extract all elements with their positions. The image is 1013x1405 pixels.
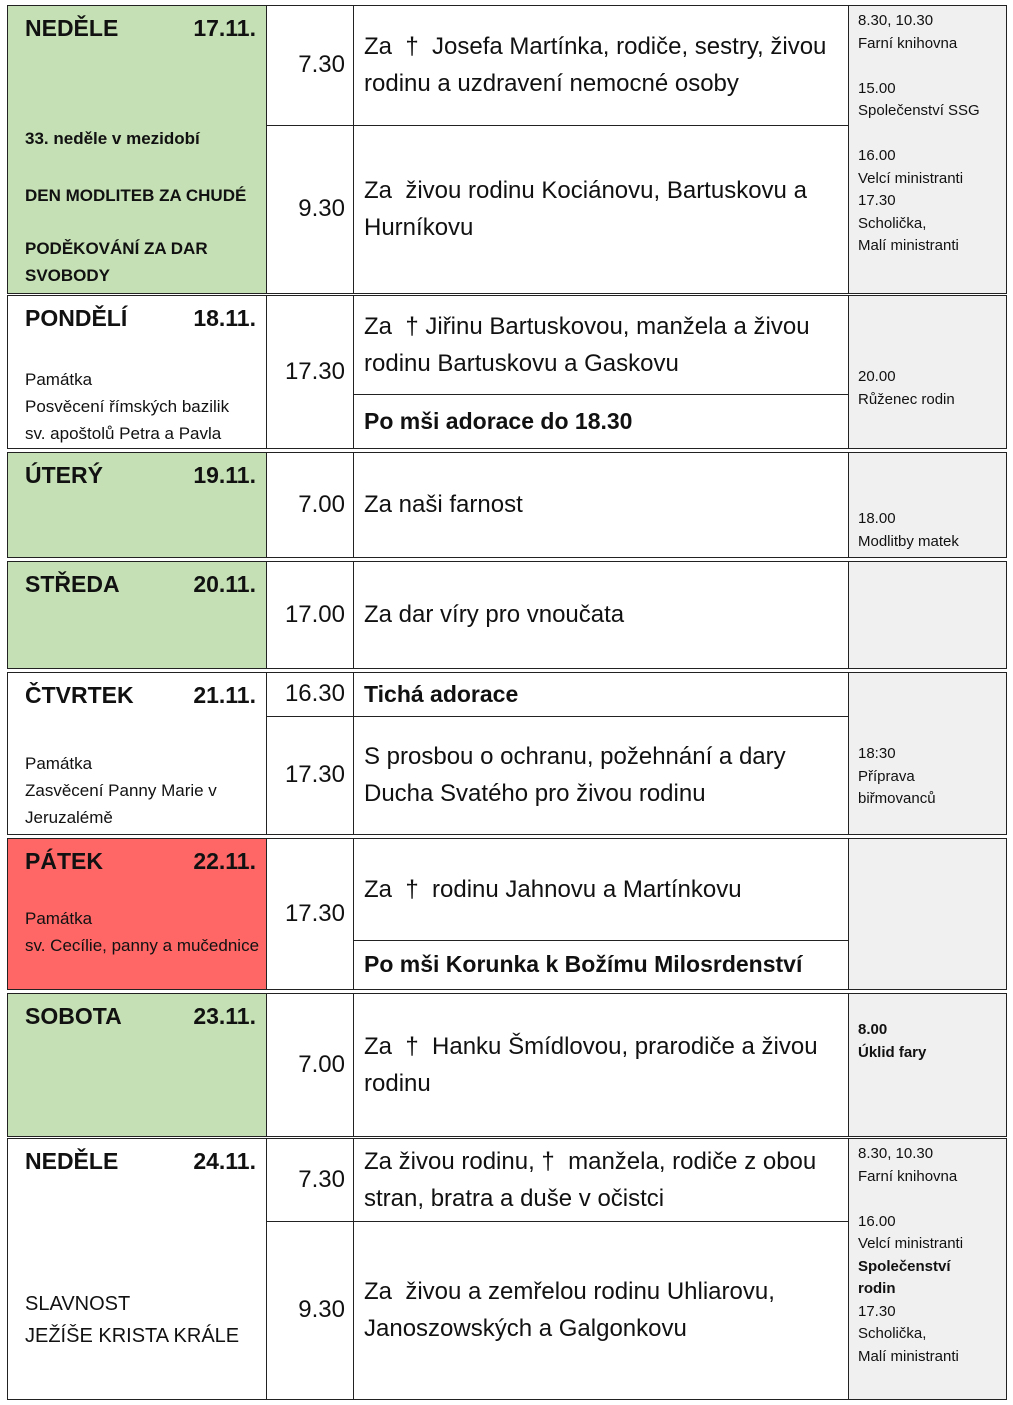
activities-cell (848, 561, 1006, 668)
day-date: 22.11. (193, 848, 256, 874)
col-border (1006, 452, 1007, 558)
mass-intention: Za † rodinu Jahnovu a Martínkovu (353, 838, 848, 940)
row-border (7, 561, 1007, 562)
row-border (7, 834, 1007, 835)
row-border (7, 452, 1007, 453)
day-subtitle: DEN MODLITEB ZA CHUDÉ (25, 186, 247, 205)
mass-intention: Za živou rodinu Kociánovu, Bartuskovu a Hurníkovu (353, 125, 848, 293)
col-border (7, 561, 8, 669)
col-border (7, 5, 8, 294)
day-cell-5 (7, 838, 266, 989)
day-subtitle-block (25, 1288, 260, 1352)
col-border (353, 993, 354, 1137)
row-border (7, 448, 1007, 449)
day-name: ČTVRTEK (25, 682, 134, 708)
row-border (7, 295, 1007, 296)
day-name: NEDĚLE (25, 15, 119, 41)
mass-time: 7.00 (266, 993, 353, 1136)
day-header (25, 1148, 256, 1175)
col-border (848, 5, 849, 294)
activity-line: rodin (858, 1280, 896, 1297)
activity-line: 17.30 (858, 192, 896, 209)
mass-intention: Za živou a zemřelou rodinu Uhliarovu, Janoszowských a Galgonkovu (353, 1221, 848, 1399)
activity-line: Malí ministranti (858, 1347, 959, 1365)
day-header (25, 848, 256, 875)
activity-line: Růženec rodin (858, 390, 955, 408)
row-border (7, 1399, 1007, 1400)
col-border (353, 838, 354, 990)
day-cell-7 (7, 1138, 266, 1399)
day-header (25, 571, 256, 598)
col-border (7, 452, 8, 558)
split-border (353, 394, 849, 395)
mass-intention: Po mši Korunka k Božímu Milosrdenství (353, 940, 848, 989)
mass-time: 9.30 (266, 125, 353, 293)
activity-line: biřmovanců (858, 790, 936, 807)
mass-intention: Za dar víry pro vnoučata (353, 561, 848, 668)
col-border (266, 993, 267, 1137)
mass-time: 7.00 (266, 452, 353, 557)
activities-cell (848, 5, 1006, 293)
day-subtitle: SLAVNOST (25, 1293, 131, 1315)
mass-time: 9.30 (266, 1221, 353, 1399)
split-border (353, 125, 849, 126)
day-date: 24.11. (193, 1148, 256, 1174)
row-border (7, 993, 1007, 994)
activity-line: Velcí ministranti (858, 169, 964, 187)
day-header (25, 462, 256, 489)
mass-time: 17.30 (266, 716, 353, 834)
day-subtitle-block (25, 750, 260, 831)
day-subtitle: Památka (25, 754, 93, 773)
day-header (25, 682, 256, 709)
day-subtitle: JEŽÍŠE KRISTA KRÁLE (25, 1325, 240, 1347)
mass-time: 17.30 (266, 295, 353, 448)
activity-line: Malí ministranti (858, 237, 959, 254)
day-date: 23.11. (193, 1003, 256, 1029)
split-border (353, 940, 849, 941)
col-border (7, 672, 8, 835)
day-name: NEDĚLE (25, 1148, 119, 1174)
col-border (848, 1138, 849, 1400)
day-subtitle-block (25, 366, 260, 447)
col-border (1006, 295, 1007, 449)
day-subtitle: sv. Cecílie, panny a mučednice (25, 936, 260, 955)
row-border (7, 668, 1007, 669)
split-border (266, 716, 354, 717)
day-subtitle: Zasvěcení Panny Marie v Jeruzalémě (25, 781, 217, 827)
day-subtitle: 33. neděle v mezidobí (25, 129, 200, 148)
row-border (7, 1138, 1007, 1139)
day-name: STŘEDA (25, 571, 120, 597)
activity-line: Modlitby matek (858, 532, 959, 550)
activity-line: 8.00 (858, 1021, 888, 1038)
activity-line: 20.00 (858, 368, 896, 385)
col-border (1006, 672, 1007, 835)
row-border (7, 1136, 1007, 1137)
activity-line: 8.30, 10.30 (858, 1145, 934, 1162)
row-border (7, 838, 1007, 839)
col-border (353, 672, 354, 835)
row-border (7, 5, 1007, 6)
col-border (848, 838, 849, 990)
activity-line: Scholička, (858, 214, 927, 232)
activity-line: 16.00 (858, 147, 896, 164)
col-border (848, 295, 849, 449)
col-border (266, 1138, 267, 1400)
row-border (7, 672, 1007, 673)
activity-line: 15.00 (858, 79, 896, 97)
col-border (266, 295, 267, 449)
activity-line: 17.30 (858, 1302, 896, 1320)
activities-cell (848, 672, 1006, 834)
mass-intention: Za † Jiřinu Bartuskovou, manžela a živou rodinu Bartuskovu a Gaskovu (353, 295, 848, 394)
day-cell-3 (7, 561, 266, 668)
mass-intention: Za † Hanku Šmídlovou, prarodiče a živou rodinu (353, 993, 848, 1136)
col-border (7, 993, 8, 1137)
row-border (7, 293, 1007, 294)
col-border (7, 295, 8, 449)
activity-line: 18.00 (858, 510, 896, 527)
activities-cell (848, 1138, 1006, 1399)
mass-time: 16.30 (266, 672, 353, 716)
mass-time: 17.00 (266, 561, 353, 668)
day-date: 20.11. (193, 571, 256, 597)
col-border (1006, 838, 1007, 990)
day-subtitle-block (25, 905, 260, 959)
activity-line (858, 123, 1000, 146)
col-border (7, 838, 8, 990)
activity-line (858, 1188, 1000, 1211)
activity-line: Farní knihovna (858, 34, 958, 52)
col-border (353, 452, 354, 558)
row-border (7, 557, 1007, 558)
mass-time: 17.30 (266, 838, 353, 989)
mass-intention: Tichá adorace (353, 672, 848, 716)
col-border (353, 5, 354, 294)
day-date: 18.11. (193, 305, 256, 331)
activity-line: Scholička, (858, 1325, 927, 1342)
col-border (848, 561, 849, 669)
col-border (848, 452, 849, 558)
col-border (266, 5, 267, 294)
col-border (266, 838, 267, 990)
mass-intention: Po mši adorace do 18.30 (353, 394, 848, 448)
day-date: 17.11. (193, 15, 256, 41)
mass-intention: Za živou rodinu, † manžela, rodiče z obou stran, bratra a duše v očistci (353, 1138, 848, 1221)
col-border (353, 561, 354, 669)
day-name: PONDĚLÍ (25, 305, 128, 331)
activity-line (858, 55, 1000, 78)
day-name: SOBOTA (25, 1003, 122, 1029)
day-name: PÁTEK (25, 848, 103, 874)
day-cell-2 (7, 452, 266, 557)
activity-line: Velcí ministranti (858, 1235, 964, 1252)
col-border (848, 672, 849, 835)
activity-line: 8.30, 10.30 (858, 12, 934, 29)
split-border (266, 1221, 354, 1222)
col-border (7, 1138, 8, 1400)
day-subtitle: Památka (25, 370, 93, 389)
activity-line: Společenství SSG (858, 102, 980, 119)
mass-intention: Za naši farnost (353, 452, 848, 557)
activities-cell (848, 838, 1006, 989)
col-border (353, 1138, 354, 1400)
day-subtitle: sv. apoštolů Petra a Pavla (25, 424, 222, 443)
activity-line: Společenství (858, 1257, 951, 1275)
col-border (1006, 5, 1007, 294)
day-subtitle: PODĚKOVÁNÍ ZA DAR SVOBODY (25, 239, 208, 285)
col-border (1006, 1138, 1007, 1400)
col-border (266, 561, 267, 669)
activity-line: 18:30 (858, 745, 896, 762)
split-border (353, 1221, 849, 1222)
day-header (25, 305, 256, 332)
day-subtitle: Památka (25, 909, 93, 928)
day-date: 21.11. (193, 682, 256, 708)
activities-cell (848, 295, 1006, 448)
mass-intention: Za † Josefa Martínka, rodiče, sestry, živou rodinu a uzdravení nemocné osoby (353, 5, 848, 125)
split-border (353, 716, 849, 717)
col-border (353, 295, 354, 449)
col-border (266, 452, 267, 558)
day-name: ÚTERÝ (25, 462, 103, 488)
split-border (266, 125, 354, 126)
col-border (848, 993, 849, 1137)
activity-line: Úklid fary (858, 1043, 927, 1061)
row-border (7, 989, 1007, 990)
mass-time: 7.30 (266, 1138, 353, 1221)
day-subtitle: Posvěcení římských bazilik (25, 397, 230, 416)
day-date: 19.11. (193, 462, 256, 488)
col-border (1006, 561, 1007, 669)
day-header (25, 15, 256, 42)
activities-cell (848, 993, 1006, 1136)
day-cell-1 (7, 295, 266, 448)
day-header (25, 1003, 256, 1030)
day-cell-4 (7, 672, 266, 834)
col-border (1006, 993, 1007, 1137)
activity-line: Farní knihovna (858, 1167, 958, 1185)
activities-cell (848, 452, 1006, 557)
col-border (266, 672, 267, 835)
mass-intention: S prosbou o ochranu, požehnání a dary Ducha Svatého pro živou rodinu (353, 716, 848, 834)
activity-line: Příprava (858, 767, 915, 785)
day-cell-0 (7, 5, 266, 293)
activity-line: 16.00 (858, 1212, 896, 1230)
mass-time: 7.30 (266, 5, 353, 125)
day-cell-6 (7, 993, 266, 1136)
